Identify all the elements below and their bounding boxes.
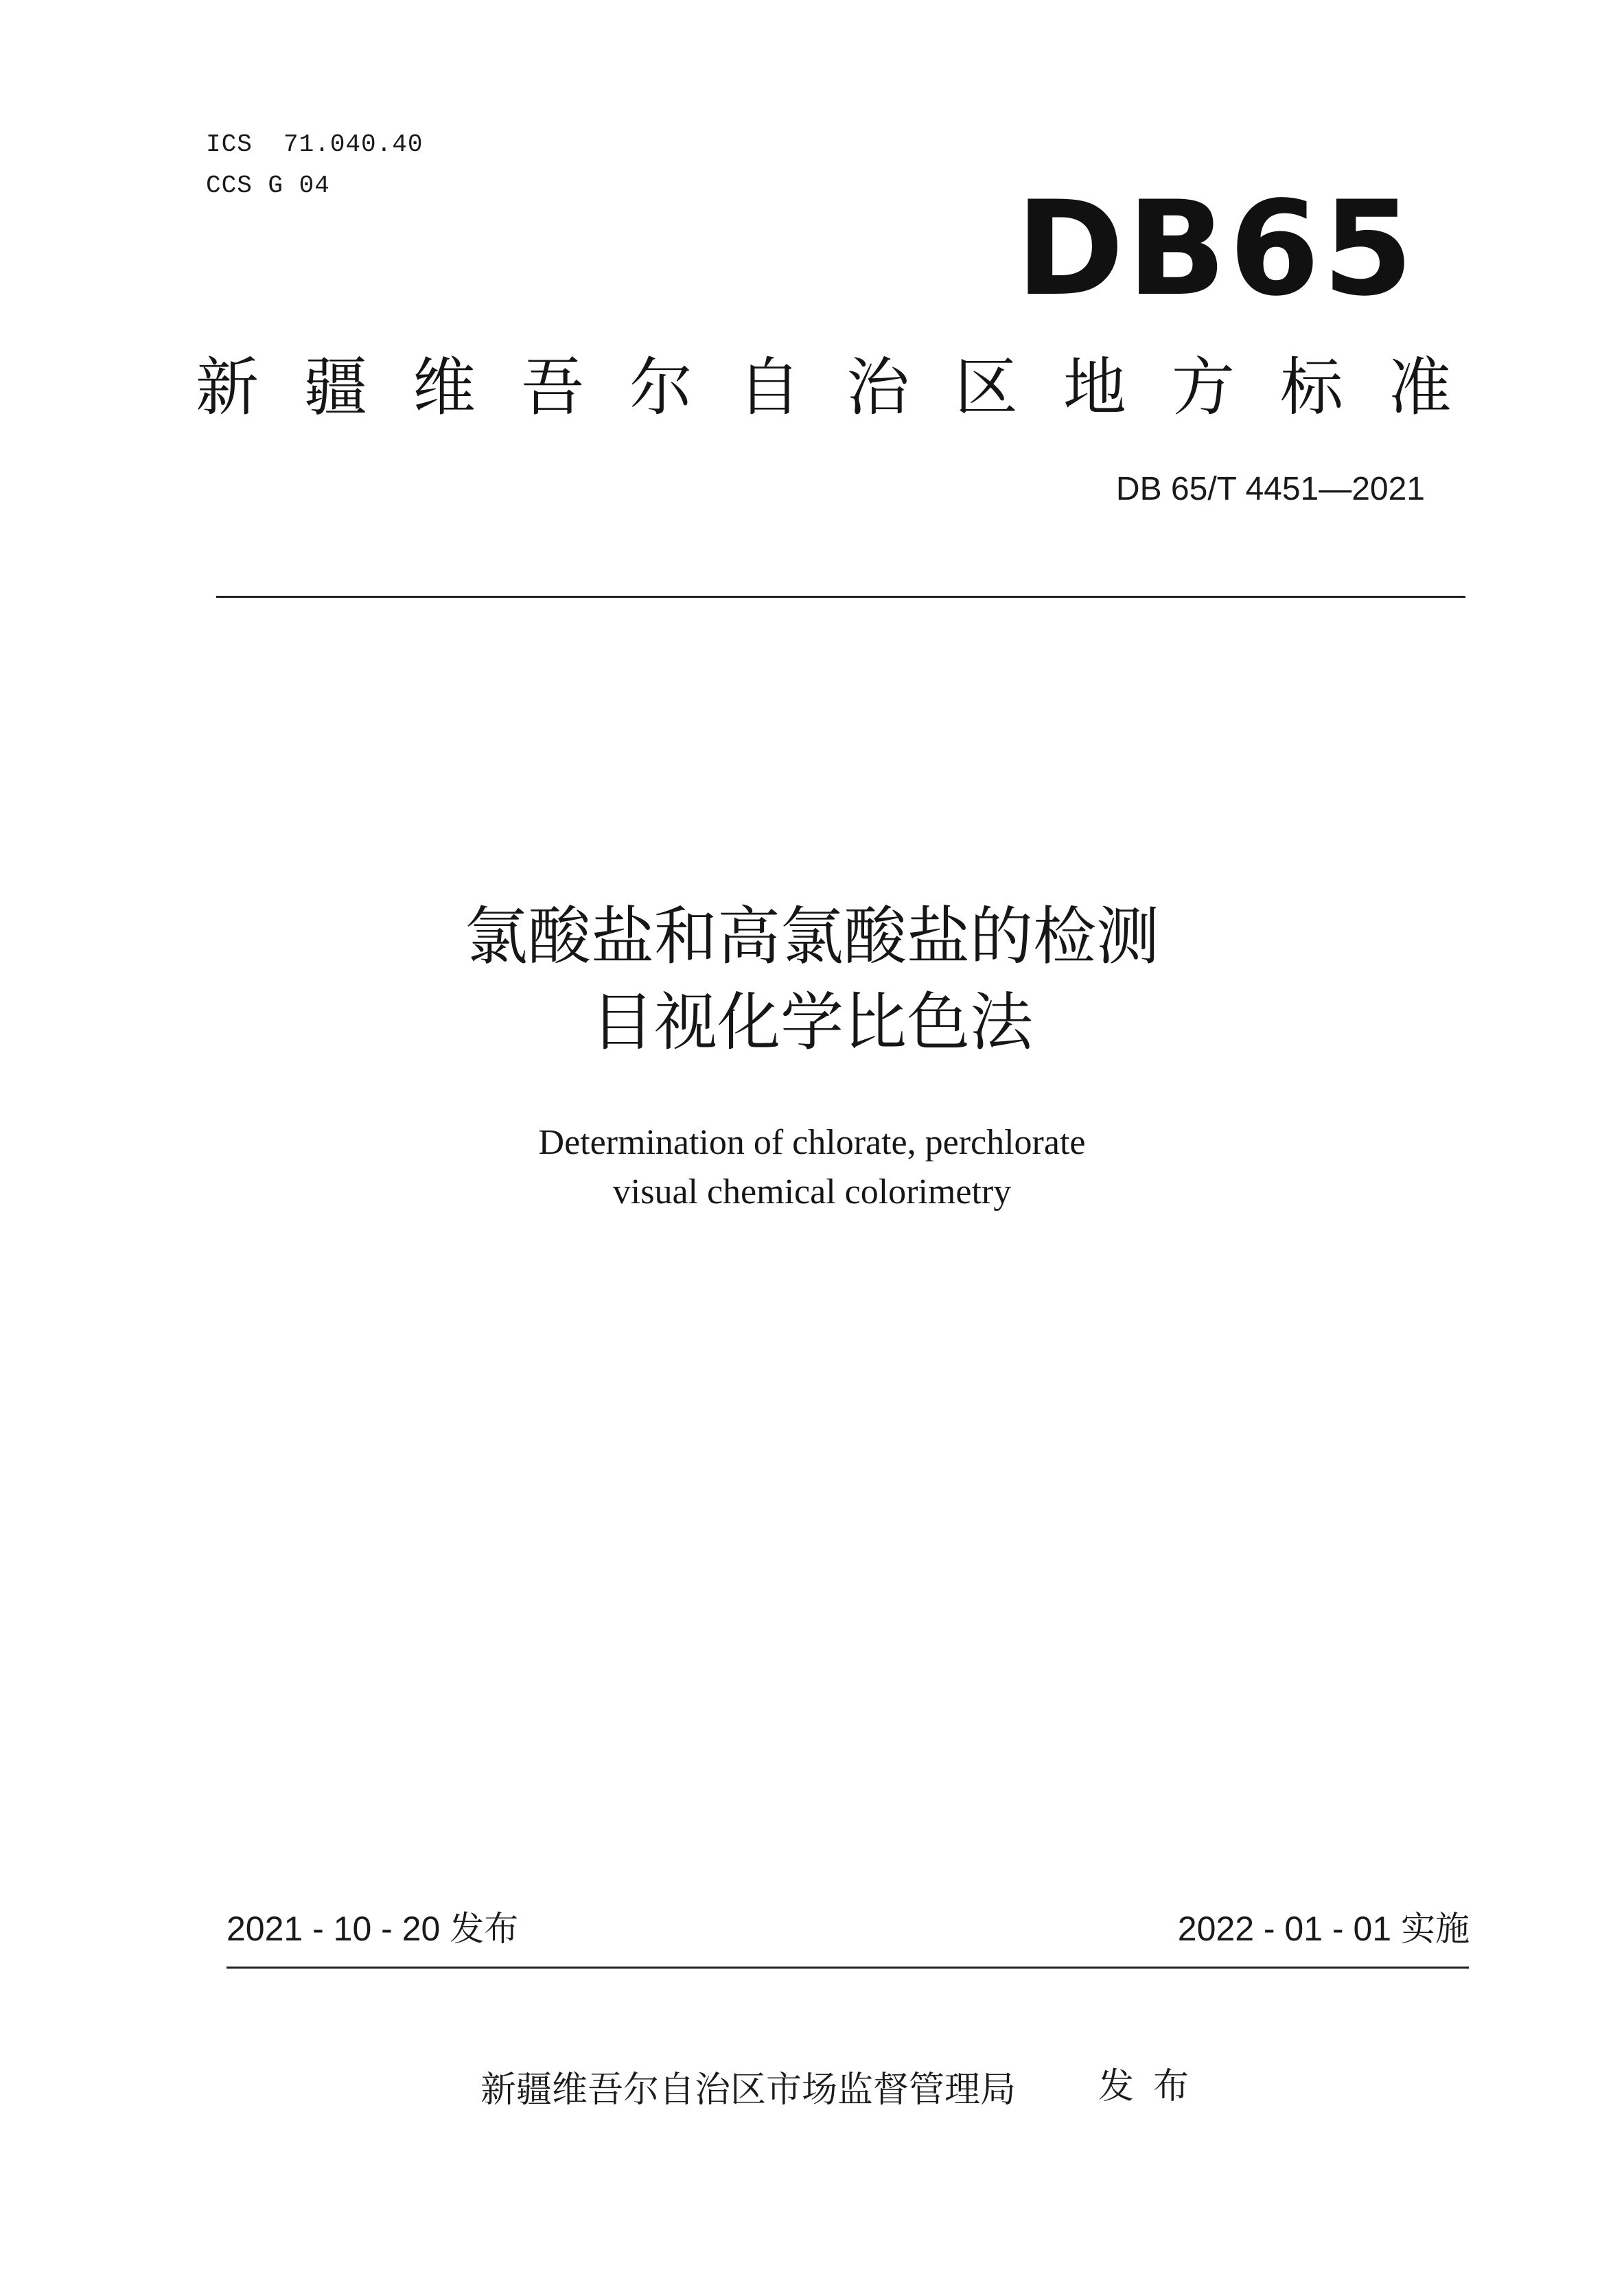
ics-code: ICS 71.040.40 [206, 130, 424, 159]
ccs-code: CCS G 04 [206, 172, 330, 200]
org-title-char: 维 [412, 351, 476, 424]
org-title-char: 准 [1388, 351, 1452, 424]
bottom-divider [227, 1967, 1469, 1969]
implementation-date: 2022 - 01 - 01 实施 [1177, 1910, 1470, 1948]
chinese-title-line-2: 目视化学比色法 [590, 986, 1033, 1059]
org-title-char: 自 [737, 351, 801, 424]
org-title-char: 尔 [629, 351, 693, 424]
english-title-line-1: Determination of chlorate, perchlorate [538, 1123, 1086, 1162]
publisher-name: 新疆维吾尔自治区市场监督管理局 [480, 2069, 1017, 2111]
org-title-char: 标 [1279, 351, 1343, 424]
publish-label: 发布 [1098, 2066, 1209, 2107]
issue-date: 2021 - 10 - 20 发布 [227, 1910, 519, 1948]
org-title-char: 方 [1171, 351, 1235, 424]
org-standard-title [196, 347, 1452, 429]
org-title-char: 疆 [303, 351, 367, 424]
top-divider [216, 596, 1465, 598]
org-title-char: 治 [846, 351, 909, 424]
chinese-title-line-1: 氯酸盐和高氯酸盐的检测 [464, 900, 1159, 973]
org-title-char: 区 [954, 351, 1018, 424]
org-title-char: 吾 [520, 351, 584, 424]
english-title-line-2: visual chemical colorimetry [612, 1172, 1012, 1211]
org-title-char: 新 [196, 351, 259, 424]
db65-logo: DB65 [1016, 173, 1416, 325]
standard-number: DB 65/T 4451—2021 [1115, 471, 1425, 507]
org-title-char: 地 [1063, 351, 1126, 424]
